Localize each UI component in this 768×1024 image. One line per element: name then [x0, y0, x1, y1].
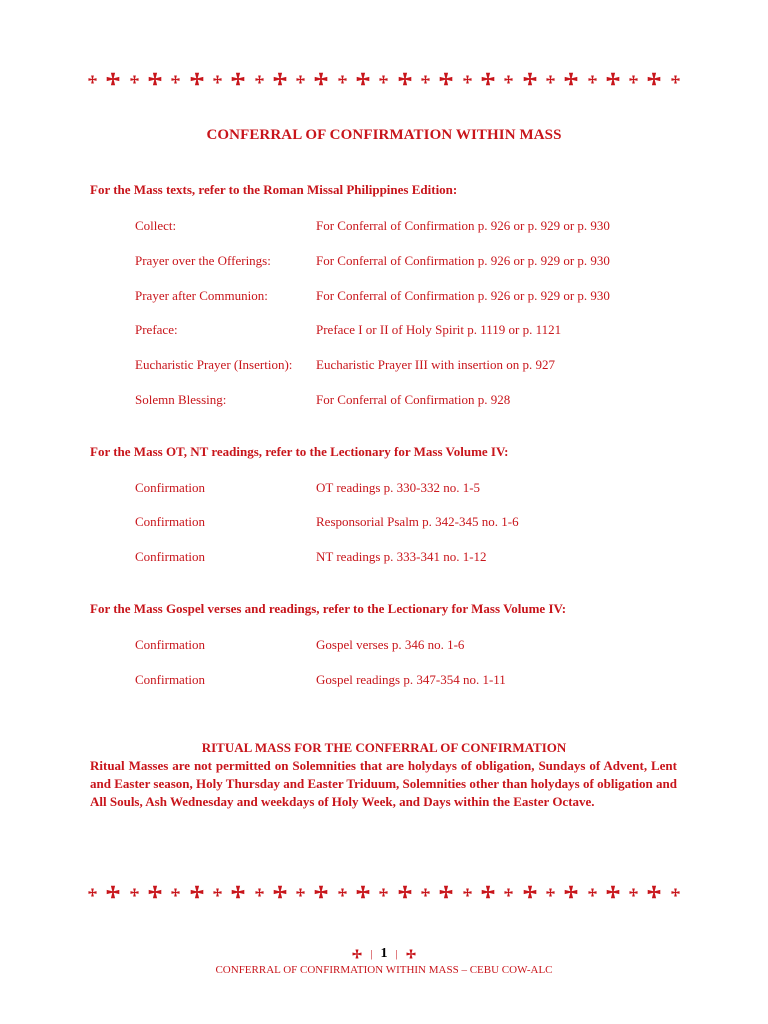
cross-pattee-icon: [523, 885, 537, 899]
cross-pattee-icon: [588, 75, 597, 84]
cross-pattee-icon: [439, 885, 453, 899]
row-value: For Conferral of Confirmation p. 926 or p. 929 or p. 930: [316, 253, 610, 268]
row-value: Preface I or II of Holy Spirit p. 1119 or p. 1121: [316, 322, 562, 337]
row-label: Confirmation: [135, 480, 206, 495]
cross-pattee-icon: [647, 885, 661, 899]
cross-pattee-icon: [338, 75, 347, 84]
cross-pattee-icon: [273, 72, 287, 86]
cross-pattee-icon: [588, 888, 597, 897]
cross-pattee-icon: [190, 72, 204, 86]
section-heading-missal: For the Mass texts, refer to the Roman Missal Philippines Edition:: [90, 182, 458, 197]
cross-pattee-icon: [421, 888, 430, 897]
cross-pattee-icon: [379, 888, 388, 897]
row-value: OT readings p. 330-332 no. 1-5: [316, 480, 481, 495]
cross-pattee-icon: [671, 75, 680, 84]
cross-pattee-icon: [314, 72, 328, 86]
row-value: NT readings p. 333-341 no. 1-12: [316, 549, 487, 564]
cross-pattee-icon: [606, 885, 620, 899]
page-title: CONFERRAL OF CONFIRMATION WITHIN MASS: [206, 127, 562, 143]
cross-pattee-icon: [481, 885, 495, 899]
cross-pattee-icon: [171, 888, 180, 897]
cross-pattee-icon: [314, 885, 328, 899]
footer-separator: |: [395, 948, 398, 960]
page-number-footer: [0, 946, 768, 962]
cross-pattee-icon: [463, 75, 472, 84]
cross-pattee-icon: [406, 949, 416, 959]
cross-pattee-icon: [379, 75, 388, 84]
cross-pattee-icon: [463, 888, 472, 897]
cross-pattee-icon: [629, 888, 638, 897]
row-label: Confirmation: [135, 514, 206, 529]
cross-pattee-icon: [273, 885, 287, 899]
row-label: Confirmation: [135, 672, 206, 687]
cross-pattee-icon: [398, 72, 412, 86]
row-value: Responsorial Psalm p. 342-345 no. 1-6: [316, 514, 519, 529]
cross-pattee-icon: [190, 885, 204, 899]
row-label: Confirmation: [135, 549, 206, 564]
cross-pattee-icon: [148, 72, 162, 86]
page-number: 1: [380, 946, 388, 961]
cross-pattee-icon: [255, 75, 264, 84]
cross-pattee-icon: [130, 888, 139, 897]
bottom-cross-border: [88, 881, 680, 903]
cross-pattee-icon: [398, 885, 412, 899]
cross-pattee-icon: [338, 888, 347, 897]
cross-pattee-icon: [504, 75, 513, 84]
footer-document-title: CONFERRAL OF CONFIRMATION WITHIN MASS – CEBU COW-ALC: [215, 964, 553, 976]
cross-pattee-icon: [356, 885, 370, 899]
cross-pattee-icon: [564, 72, 578, 86]
cross-pattee-icon: [564, 885, 578, 899]
row-value: For Conferral of Confirmation p. 928: [316, 392, 511, 407]
cross-pattee-icon: [213, 888, 222, 897]
footer-separator: |: [370, 948, 373, 960]
row-value: Eucharistic Prayer III with insertion on p. 927: [316, 357, 555, 372]
cross-pattee-icon: [356, 72, 370, 86]
row-label: Confirmation: [135, 637, 206, 652]
cross-pattee-icon: [171, 75, 180, 84]
cross-pattee-icon: [606, 72, 620, 86]
cross-pattee-icon: [671, 888, 680, 897]
ritual-mass-title: RITUAL MASS FOR THE CONFERRAL OF CONFIRMATION: [201, 740, 567, 755]
cross-pattee-icon: [255, 888, 264, 897]
cross-pattee-icon: [629, 75, 638, 84]
cross-pattee-icon: [647, 72, 661, 86]
row-value: For Conferral of Confirmation p. 926 or p. 929 or p. 930: [316, 218, 610, 233]
cross-pattee-icon: [130, 75, 139, 84]
cross-pattee-icon: [231, 72, 245, 86]
cross-pattee-icon: [106, 72, 120, 86]
top-cross-border: [88, 68, 680, 90]
cross-pattee-icon: [296, 75, 305, 84]
cross-pattee-icon: [439, 72, 453, 86]
cross-pattee-icon: [213, 75, 222, 84]
cross-pattee-icon: [106, 885, 120, 899]
cross-pattee-icon: [481, 72, 495, 86]
row-value: For Conferral of Confirmation p. 926 or p. 929 or p. 930: [316, 288, 610, 303]
cross-pattee-icon: [231, 885, 245, 899]
cross-pattee-icon: [296, 888, 305, 897]
cross-pattee-icon: [546, 888, 555, 897]
cross-pattee-icon: [88, 75, 97, 84]
cross-pattee-icon: [421, 75, 430, 84]
row-label: Prayer over the Offerings:: [135, 253, 271, 268]
ritual-mass-paragraph: Ritual Masses are not permitted on Solemnities that are holydays of obligation, Sundays of Advent, Lent and Easter season, Holy Thursday and Easter Triduum, Solemnities other than holydays of obligation and All Souls, Ash Wednesday and weekdays of Holy Week, and Days within the Easter Octave.: [90, 758, 677, 809]
section-heading-lectionary-readings: For the Mass OT, NT readings, refer to the Lectionary for Mass Volume IV:: [90, 444, 509, 459]
cross-pattee-icon: [523, 72, 537, 86]
cross-pattee-icon: [88, 888, 97, 897]
cross-pattee-icon: [352, 949, 362, 959]
row-label: Prayer after Communion:: [135, 288, 268, 303]
cross-pattee-icon: [504, 888, 513, 897]
row-label: Preface:: [135, 322, 178, 337]
row-value: Gospel verses p. 346 no. 1-6: [316, 637, 465, 652]
cross-pattee-icon: [148, 885, 162, 899]
row-label: Collect:: [135, 218, 177, 233]
row-label: Eucharistic Prayer (Insertion):: [135, 357, 293, 372]
row-value: Gospel readings p. 347-354 no. 1-11: [316, 672, 506, 687]
cross-pattee-icon: [546, 75, 555, 84]
section-heading-lectionary-gospel: For the Mass Gospel verses and readings, refer to the Lectionary for Mass Volume IV:: [90, 601, 567, 616]
row-label: Solemn Blessing:: [135, 392, 227, 407]
